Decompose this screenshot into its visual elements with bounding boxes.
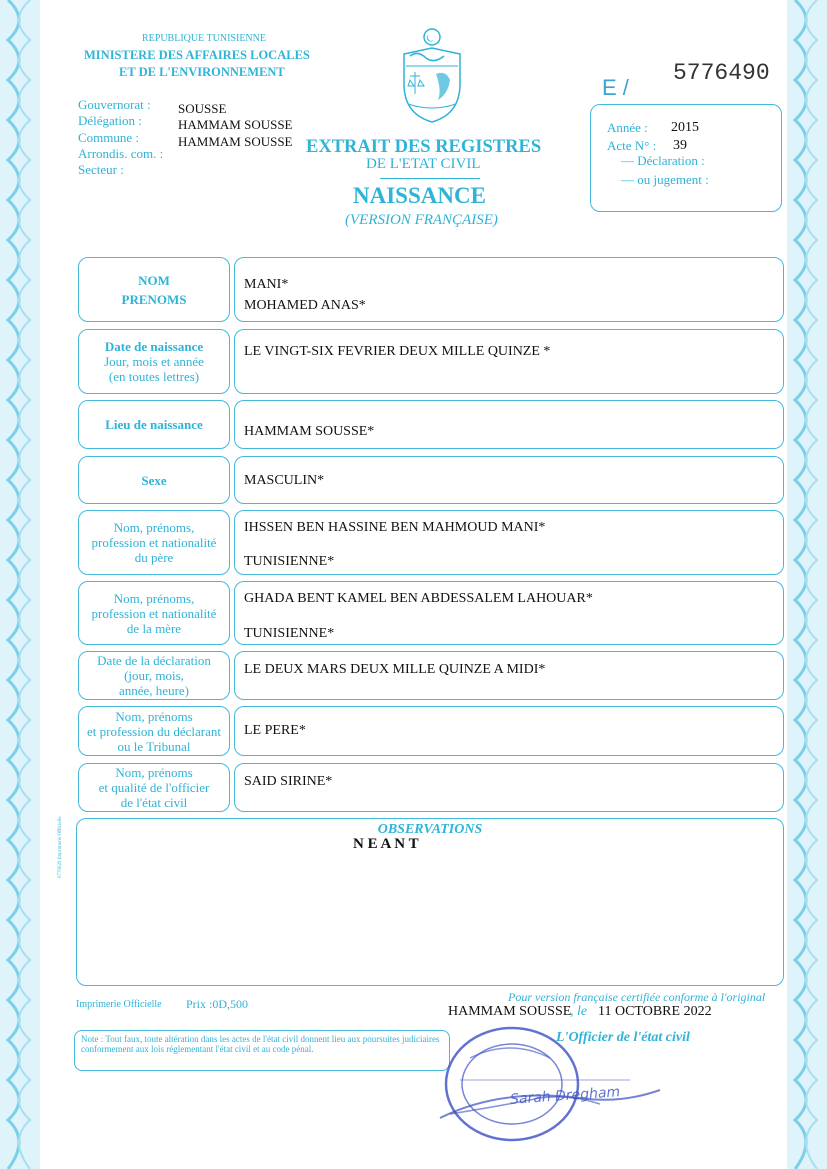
nom-value-box bbox=[234, 257, 784, 322]
declarant-value: LE PERE* bbox=[244, 723, 306, 738]
nom-value: MANI* bbox=[244, 277, 289, 292]
location-labels bbox=[78, 97, 163, 178]
issue-date: 11 OCTOBRE 2022 bbox=[598, 1004, 712, 1019]
side-code: 0770029 Imprimerie Officielle bbox=[58, 816, 63, 878]
annee-label: Année : bbox=[607, 120, 648, 135]
pere-label-box bbox=[78, 510, 230, 575]
mere-name-value: GHADA BENT KAMEL BEN ABDESSALEM LAHOUAR* bbox=[244, 591, 593, 606]
prix-text: Prix :0D,500 bbox=[186, 997, 249, 1011]
nom-label: NOM bbox=[138, 272, 170, 288]
mere-label2: profession et nationalité bbox=[91, 605, 217, 621]
date-naissance-sublabel1: Jour, mois et année bbox=[104, 354, 204, 369]
date-value-box bbox=[234, 329, 784, 394]
doc-type-title: NAISSANCE bbox=[353, 183, 486, 208]
ministry-line1: MINISTERE DES AFFAIRES LOCALES bbox=[84, 48, 310, 62]
pere-nationality-value: TUNISIENNE* bbox=[244, 554, 335, 569]
coat-of-arms-icon bbox=[396, 26, 468, 126]
mere-label3: de la mère bbox=[126, 620, 182, 636]
officier-value-box bbox=[234, 763, 784, 812]
pere-name-value: IHSSEN BEN HASSINE BEN MAHMOUD MANI* bbox=[244, 520, 546, 535]
declarant-label2: et profession du déclarant bbox=[87, 723, 221, 739]
sexe-value: MASCULIN* bbox=[244, 473, 325, 488]
lieu-naissance-label: Lieu de naissance bbox=[105, 417, 203, 432]
legal-note-text: Note : Tout faux, toute altération dans les actes de l'état civil donnent lieu aux poursuites judiciaires conformement aux lois réglementant l'état civil et au code pénal. bbox=[81, 1034, 440, 1054]
guilloche-border-right bbox=[787, 0, 827, 1169]
lieu-naissance-value: HAMMAM SOUSSE* bbox=[244, 424, 375, 439]
sexe-label-box bbox=[78, 456, 230, 504]
declaration-date-label2: (jour, mois, bbox=[124, 668, 184, 683]
date-naissance-label: Date de naissance bbox=[104, 339, 204, 354]
certifie-text: Pour version française certifiée conforme à l'original bbox=[508, 990, 766, 1004]
acte-box bbox=[590, 104, 782, 212]
ministry-line2: ET DE L'ENVIRONNEMENT bbox=[119, 65, 285, 79]
stamp-signature: Sarah Dregham bbox=[509, 1084, 621, 1108]
gouvernorat-value: SOUSSE bbox=[178, 101, 227, 116]
declarant-label1: Nom, prénoms bbox=[115, 708, 193, 724]
title-line2: DE L'ETAT CIVIL bbox=[366, 156, 481, 172]
officier-label-box bbox=[78, 763, 230, 812]
sexe-value-box bbox=[234, 456, 784, 504]
serial-number: 5776490 bbox=[673, 60, 770, 86]
declaration-date-label1: Date de la déclaration bbox=[97, 653, 211, 668]
sexe-label: Sexe bbox=[141, 472, 167, 488]
mere-nationality-value: TUNISIENNE* bbox=[244, 626, 335, 641]
issue-le: , le bbox=[570, 1004, 588, 1019]
officier-value: SAID SIRINE* bbox=[244, 774, 333, 789]
officier-label2: et qualité de l'officier bbox=[98, 780, 210, 795]
observations-value: N E A N T bbox=[353, 836, 419, 852]
officier-label1: Nom, prénoms bbox=[115, 765, 193, 780]
version-subtitle: (VERSION FRANÇAISE) bbox=[345, 212, 498, 228]
prenoms-label: PRENOMS bbox=[121, 291, 187, 307]
officier-signature-label: L'Officier de l'état civil bbox=[556, 1030, 690, 1045]
commune-value: HAMMAM SOUSSE bbox=[178, 133, 293, 149]
gouvernorat-label: Gouvernorat : bbox=[78, 97, 151, 112]
declarant-value-box bbox=[234, 706, 784, 756]
issue-place: HAMMAM SOUSSE bbox=[448, 1004, 572, 1019]
pere-value-box bbox=[234, 510, 784, 575]
declaration-label: — Déclaration : bbox=[621, 153, 705, 168]
secteur-label: Secteur : bbox=[78, 162, 124, 178]
title-divider bbox=[380, 178, 480, 179]
pere-label2: profession et nationalité bbox=[91, 535, 217, 550]
declaration-date-label3: année, heure) bbox=[118, 683, 189, 698]
annee-value: 2015 bbox=[671, 120, 699, 135]
mere-label1: Nom, prénoms, bbox=[113, 590, 195, 606]
nom-label-box bbox=[78, 257, 230, 322]
declaration-label-box bbox=[78, 651, 230, 700]
guilloche-border-left bbox=[0, 0, 40, 1169]
jugement-label: — ou jugement : bbox=[621, 172, 709, 187]
legal-note-box bbox=[74, 1030, 450, 1071]
serial-prefix: E / bbox=[602, 75, 629, 100]
date-naissance-value: LE VINGT-SIX FEVRIER DEUX MILLE QUINZE * bbox=[244, 344, 551, 359]
arrondissement-label: Arrondis. com. : bbox=[78, 145, 164, 161]
declarant-label-box bbox=[78, 706, 230, 756]
acte-value: 39 bbox=[673, 138, 687, 153]
observations-label: OBSERVATIONS bbox=[377, 822, 483, 837]
commune-label: Commune : bbox=[78, 129, 140, 145]
observations-box bbox=[76, 818, 784, 986]
date-label-box bbox=[78, 329, 230, 394]
lieu-value-box bbox=[234, 400, 784, 449]
republic-text: REPUBLIQUE TUNISIENNE bbox=[142, 33, 266, 44]
title-line1: EXTRAIT DES REGISTRES bbox=[306, 137, 542, 157]
imprimerie-text: Imprimerie Officielle bbox=[76, 999, 162, 1010]
date-naissance-sublabel2: (en toutes lettres) bbox=[108, 369, 200, 384]
delegation-label: Délégation : bbox=[78, 113, 142, 129]
declaration-value-box bbox=[234, 651, 784, 700]
pere-label3: du père bbox=[134, 550, 174, 565]
delegation-value: HAMMAM SOUSSE bbox=[178, 117, 293, 133]
official-stamp-icon bbox=[430, 1018, 670, 1148]
pere-label1: Nom, prénoms, bbox=[113, 520, 195, 535]
mere-label-box bbox=[78, 581, 230, 645]
acte-label: Acte N° : bbox=[607, 138, 657, 153]
prenoms-value: MOHAMED ANAS* bbox=[244, 298, 366, 313]
officier-label3: de l'état civil bbox=[120, 795, 188, 810]
declarant-label3: ou le Tribunal bbox=[117, 738, 191, 754]
location-values bbox=[178, 101, 293, 150]
declaration-date-value: LE DEUX MARS DEUX MILLE QUINZE A MIDI* bbox=[244, 662, 546, 677]
lieu-label-box bbox=[78, 400, 230, 449]
mere-value-box bbox=[234, 581, 784, 645]
